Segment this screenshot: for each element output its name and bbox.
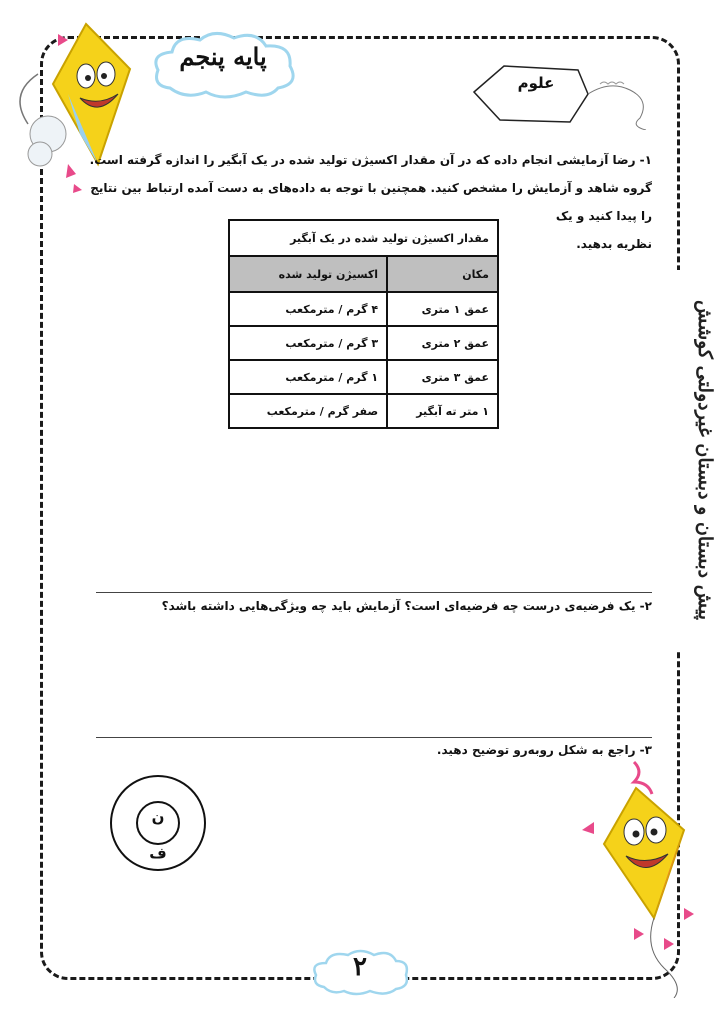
subject-label: علوم [517,74,555,92]
table-cell-oxygen: ۴ گرم / مترمکعب [229,292,387,326]
question-1-line-3: نظریه بدهید. [576,237,652,251]
question-1-line-2: گروه شاهد و آزمایش را مشخص کنید. همچنین با توجه به داده‌های به دست آمده ارتباط بین نتایج را پیدا کنید و یک [90,181,652,223]
subject-tag-icon [470,60,660,130]
table-row [229,292,498,326]
oxygen-table [228,219,499,429]
outer-circle-label: ف [149,844,167,862]
table-caption: مقدار اکسیژن تولید شده در یک آبگیر [229,220,498,256]
question-2: ۲- یک فرضیه‌ی درست چه فرضیه‌ای است؟ آزمایش باید چه ویژگی‌هایی داشته باشد؟ [161,599,652,613]
grade-title: پایه پنجم [179,42,267,71]
table-cell-oxygen: صفر گرم / مترمکعب [229,394,387,428]
page-number: ۲ [353,952,367,982]
table-row [229,360,498,394]
kite-mascot-icon [574,758,714,998]
table-row [229,394,498,428]
table-cell-location: عمق ۱ متری [387,292,498,326]
table-cell-location: عمق ۲ متری [387,326,498,360]
table-cell-oxygen: ۳ گرم / مترمکعب [229,326,387,360]
table-cell-location: عمق ۳ متری [387,360,498,394]
table-row [229,326,498,360]
table-header-location: مکان [387,256,498,292]
school-name-side: پیش دبستان و دبستان غیردولتی کوشش [676,270,716,650]
table-cell-oxygen: ۱ گرم / مترمکعب [229,360,387,394]
table-header-oxygen: اکسیژن تولید شده [229,256,387,292]
inner-circle-label: ن [151,808,165,826]
question-3: ۳- راجع به شکل روبه‌رو توضیح دهید. [436,743,652,757]
question-1-line-1: ۱- رضا آزمایشی انجام داده که در آن مقدار اکسیژن تولید شده در یک آبگیر را اندازه گرفته است. [89,153,652,167]
table-cell-location: ۱ متر ته آبگیر [387,394,498,428]
